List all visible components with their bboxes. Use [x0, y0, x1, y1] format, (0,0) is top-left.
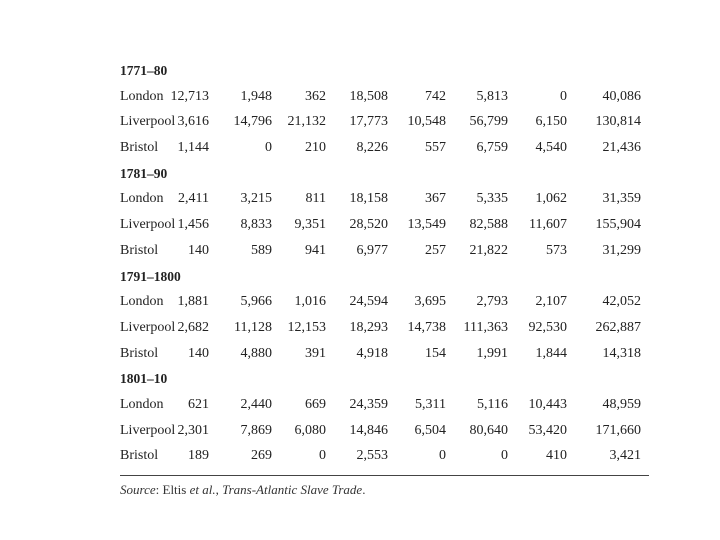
- table-cell: 13,549: [407, 217, 446, 233]
- port-label: London: [120, 88, 164, 104]
- table-cell: 24,359: [349, 396, 388, 412]
- port-label: Bristol: [120, 448, 159, 464]
- table-cell: 6,080: [294, 422, 326, 438]
- port-label: Bristol: [120, 140, 159, 156]
- table-cell: 18,158: [349, 191, 388, 207]
- table-cell: 1,144: [177, 140, 209, 156]
- table-cell: 0: [319, 448, 326, 464]
- table-row: [120, 341, 650, 367]
- table-cell: 92,530: [528, 319, 567, 335]
- table-cell: 811: [305, 191, 326, 207]
- table-row: [120, 212, 650, 238]
- table-cell: 2,440: [240, 396, 272, 412]
- table-cell: 31,359: [602, 191, 641, 207]
- table-row: [120, 238, 650, 264]
- table-cell: 2,553: [356, 448, 388, 464]
- table-cell: 6,759: [476, 140, 508, 156]
- table-cell: 12,713: [170, 88, 209, 104]
- table-cell: 24,594: [349, 294, 388, 310]
- table-cell: 8,833: [240, 217, 272, 233]
- table-cell: 12,153: [287, 319, 326, 335]
- source-sep: ,: [215, 482, 223, 497]
- table-cell: 10,548: [407, 114, 446, 130]
- source-colon: :: [155, 482, 163, 497]
- table-row: [120, 315, 650, 341]
- table-cell: 4,880: [240, 345, 272, 361]
- source-note: [120, 482, 365, 498]
- table-cell: 40,086: [602, 88, 641, 104]
- table-cell: 669: [305, 396, 326, 412]
- table-cell: 573: [546, 242, 567, 258]
- table-cell: 6,150: [535, 114, 567, 130]
- table-row: [120, 418, 650, 444]
- table-cell: 391: [305, 345, 326, 361]
- table-cell: 269: [251, 448, 272, 464]
- table-cell: 11,128: [234, 319, 272, 335]
- table-cell: 10,443: [528, 396, 567, 412]
- table-cell: 14,318: [602, 345, 641, 361]
- table-cell: 210: [305, 140, 326, 156]
- port-label: Liverpool: [120, 114, 176, 130]
- table-cell: 5,116: [477, 396, 508, 412]
- source-end: .: [362, 482, 366, 497]
- slave-trade-table: [120, 58, 650, 469]
- table-cell: 0: [560, 88, 567, 104]
- port-label: Liverpool: [120, 319, 176, 335]
- port-label: London: [120, 191, 164, 207]
- table-cell: 0: [439, 448, 446, 464]
- table-cell: 1,948: [240, 88, 272, 104]
- table-cell: 1,456: [177, 217, 209, 233]
- table-cell: 262,887: [595, 319, 641, 335]
- table-cell: 1,844: [535, 345, 567, 361]
- table-cell: 11,607: [529, 217, 567, 233]
- table-cell: 80,640: [469, 422, 508, 438]
- table-cell: 8,226: [356, 140, 388, 156]
- table-cell: 14,796: [233, 114, 272, 130]
- table-cell: 3,421: [609, 448, 641, 464]
- table-cell: 3,695: [414, 294, 446, 310]
- table-cell: 5,335: [476, 191, 508, 207]
- table-cell: 5,813: [476, 88, 508, 104]
- source-divider: [120, 475, 649, 476]
- table-row: [120, 84, 650, 110]
- table-cell: 257: [425, 242, 446, 258]
- table-cell: 111,363: [463, 319, 508, 335]
- source-title: Trans-Atlantic Slave Trade: [222, 482, 363, 497]
- table-cell: 410: [546, 448, 567, 464]
- table-cell: 130,814: [595, 114, 641, 130]
- table-cell: 1,062: [535, 191, 567, 207]
- table-cell: 6,504: [414, 422, 446, 438]
- port-label: Bristol: [120, 242, 159, 258]
- port-label: London: [120, 294, 164, 310]
- table-cell: 557: [425, 140, 446, 156]
- table-row: [120, 186, 650, 212]
- table-cell: 6,977: [356, 242, 388, 258]
- table-cell: 4,918: [356, 345, 388, 361]
- table-row: [120, 443, 650, 469]
- table-cell: 154: [425, 345, 446, 361]
- table-cell: 621: [188, 396, 209, 412]
- table-cell: 2,411: [178, 191, 209, 207]
- table-cell: 2,682: [177, 319, 209, 335]
- table-cell: 0: [265, 140, 272, 156]
- table-cell: 2,301: [177, 422, 209, 438]
- period-heading: 1771–80: [120, 63, 168, 78]
- table-cell: 9,351: [294, 217, 326, 233]
- table-cell: 2,793: [476, 294, 508, 310]
- table-cell: 18,293: [349, 319, 388, 335]
- table-row: [120, 135, 650, 161]
- table-cell: 941: [305, 242, 326, 258]
- table-cell: 362: [305, 88, 326, 104]
- table-cell: 189: [188, 448, 209, 464]
- table-cell: 589: [251, 242, 272, 258]
- source-etal: et al.: [189, 482, 216, 497]
- table-cell: 367: [425, 191, 446, 207]
- table-cell: 1,881: [177, 294, 209, 310]
- table-cell: 7,869: [240, 422, 272, 438]
- table-cell: 21,132: [287, 114, 326, 130]
- table-cell: 21,436: [602, 140, 641, 156]
- table-cell: 3,616: [177, 114, 209, 130]
- table-cell: 14,738: [407, 319, 446, 335]
- table-cell: 28,520: [349, 217, 388, 233]
- table-cell: 42,052: [602, 294, 641, 310]
- port-label: Liverpool: [120, 217, 176, 233]
- table-cell: 31,299: [602, 242, 641, 258]
- period-heading: 1791–1800: [120, 268, 181, 284]
- table-cell: 742: [425, 88, 446, 104]
- source-prefix: Source: [120, 482, 156, 497]
- table-cell: 21,822: [469, 242, 508, 258]
- table-cell: 1,016: [294, 294, 326, 310]
- table-cell: 1,991: [476, 345, 508, 361]
- table-cell: 140: [188, 242, 209, 258]
- table-cell: 2,107: [535, 294, 567, 310]
- table-cell: 3,215: [240, 191, 272, 207]
- table-cell: 56,799: [469, 114, 508, 130]
- table-cell: 155,904: [595, 217, 641, 233]
- port-label: Bristol: [120, 345, 159, 361]
- source-authors: Eltis: [162, 482, 190, 497]
- port-label: London: [120, 396, 164, 412]
- table-cell: 4,540: [535, 140, 567, 156]
- table-cell: 48,959: [602, 396, 641, 412]
- period-heading: 1781–90: [120, 165, 168, 181]
- table-cell: 17,773: [349, 114, 388, 130]
- table-cell: 171,660: [595, 422, 641, 438]
- period-heading: 1801–10: [120, 371, 168, 387]
- table-cell: 82,588: [469, 217, 508, 233]
- table-cell: 53,420: [528, 422, 567, 438]
- table-row: [120, 289, 650, 315]
- table-cell: 5,311: [415, 396, 446, 412]
- table-cell: 140: [188, 345, 209, 361]
- table-cell: 18,508: [349, 88, 388, 104]
- table-row: [120, 109, 650, 135]
- table-row: [120, 392, 650, 418]
- port-label: Liverpool: [120, 422, 176, 438]
- table-cell: 5,966: [240, 294, 272, 310]
- table-cell: 0: [501, 448, 508, 464]
- table-cell: 14,846: [349, 422, 388, 438]
